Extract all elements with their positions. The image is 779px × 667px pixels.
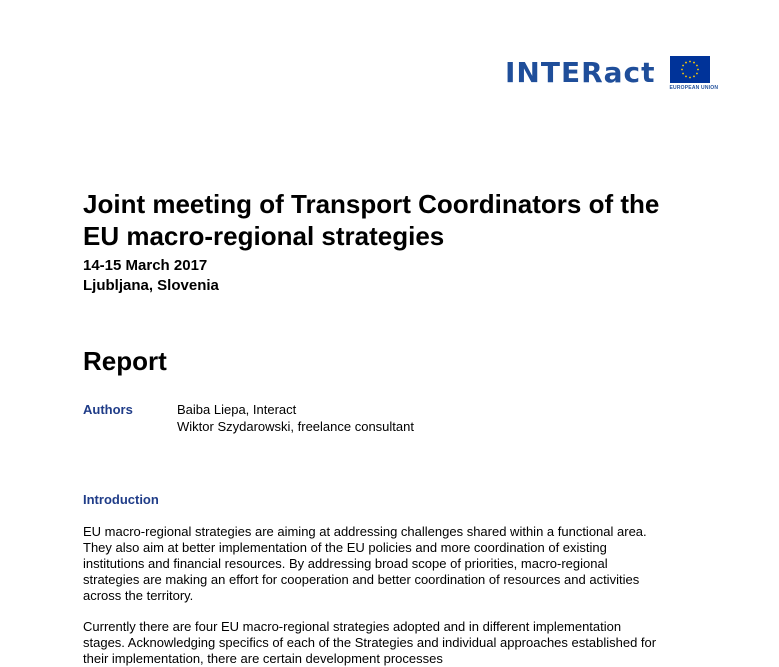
eu-star-icon: [697, 69, 699, 71]
eu-star-icon: [696, 73, 698, 75]
document-title: Joint meeting of Transport Coordinators of the EU macro-regional strategies: [83, 189, 660, 251]
eu-emblem: [670, 56, 719, 91]
eu-star-icon: [682, 65, 684, 67]
eu-caption: EUROPEAN UNION: [669, 85, 719, 91]
authors-label: Authors: [83, 402, 133, 417]
author-name: Wiktor Szydarowski, freelance consultant: [177, 419, 414, 434]
eu-star-icon: [689, 77, 691, 79]
eu-flag-icon: [670, 56, 710, 83]
eu-star-icon: [681, 69, 683, 71]
eu-star-icon: [696, 65, 698, 67]
eu-star-icon: [685, 62, 687, 64]
interact-logo: [505, 56, 718, 96]
body-paragraph: EU macro-regional strategies are aiming at addressing challenges shared within a functional area. They also aim at better implementation of the EU policies and more coordination of existing institutions and financial resources. By addressing broad scope of priorities, macro-regional strategies are making an effort for cooperation and better coordination of resources and activities across the territory.: [83, 524, 647, 603]
event-date: 14-15 March 2017: [83, 257, 208, 274]
report-heading: Report: [83, 346, 167, 376]
eu-star-icon: [685, 76, 687, 78]
eu-star-icon: [693, 62, 695, 64]
body-paragraph: Currently there are four EU macro-regional strategies adopted and in different implementation stages. Acknowledging specifics of each of the Strategies and individual approaches established for their implementation, there are certain development processes: [83, 619, 657, 666]
interact-wordmark: INTERact: [505, 56, 656, 89]
eu-star-icon: [689, 61, 691, 63]
eu-star-icon: [682, 73, 684, 75]
event-location: Ljubljana, Slovenia: [83, 277, 219, 294]
author-name: Baiba Liepa, Interact: [177, 402, 297, 417]
eu-star-icon: [693, 76, 695, 78]
introduction-heading: Introduction: [83, 492, 159, 507]
